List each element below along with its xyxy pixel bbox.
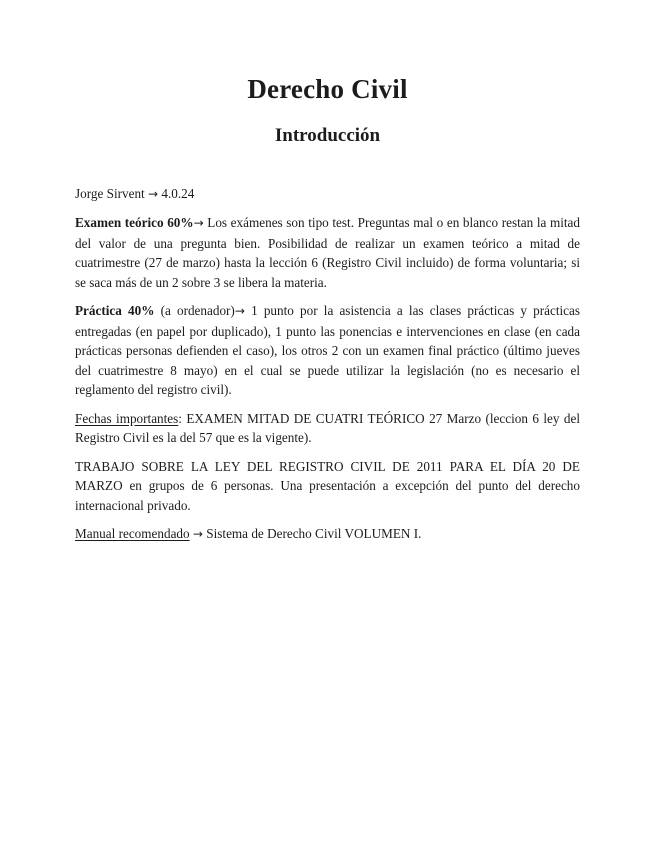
paragraph-fechas-importantes [75, 400, 580, 448]
arrow-icon: → [193, 216, 204, 231]
page-title: Derecho Civil [247, 74, 408, 104]
arrow-icon: → [148, 186, 159, 201]
document-body [75, 0, 580, 545]
paragraph-practica [75, 292, 580, 400]
byline-version: 4.0.24 [161, 185, 195, 201]
practica-mode: (a ordenador) [154, 303, 235, 319]
practica-label: Práctica 40% [75, 303, 155, 319]
byline-author: Jorge Sirvent [75, 185, 145, 201]
fechas-importantes-label: Fechas importantes [75, 410, 179, 426]
trabajo-text: TRABAJO SOBRE LA LEY DEL REGISTRO CIVIL DE 2011 PARA EL DÍA 20 DE MARZO en grupos de 6 personas. Una presentación a excepción del punto del derecho internacional privado. [75, 458, 580, 513]
paragraph-manual-recomendado [75, 515, 580, 545]
manual-recomendado-text: Sistema de Derecho Civil VOLUMEN I. [202, 526, 422, 542]
byline [75, 147, 580, 205]
paragraph-examen-teorico [75, 204, 580, 292]
fechas-importantes-text: : EXAMEN MITAD DE CUATRI TEÓRICO 27 Marzo (leccion 6 ley del Registro Civil es la del 57 que es la vigente). [75, 410, 580, 446]
examen-teorico-label: Examen teórico 60% [75, 215, 194, 231]
arrow-icon: → [192, 527, 203, 542]
paragraph-trabajo [75, 448, 580, 516]
arrow-icon: → [234, 304, 245, 319]
examen-teorico-text: Los exámenes son tipo test. Preguntas mal o en blanco restan la mitad del valor de una pregunta bien. Posibilidad de realizar un examen teórico a mitad de cuatrimestre (27 de marzo) hasta la lección 6 (Registro Civil incluido) de forma voluntaria; si se saca más de un 2 sobre 3 se libera la materia. [75, 215, 580, 290]
practica-text: 1 punto por la asistencia a las clases prácticas y prácticas entregadas (en papel por duplicado), 1 punto las ponencias e intervenciones en clase (en cada prácticas personas defienden el caso), los otros 2 con un examen final práctico (último jueves del cuatrimestre 8 mayo) en el cual se puede utilizar la legislación (no es necesario el reglamento del registro civil). [75, 303, 581, 398]
manual-recomendado-label: Manual recomendado [75, 526, 190, 542]
page-subtitle: Introducción [274, 125, 381, 147]
